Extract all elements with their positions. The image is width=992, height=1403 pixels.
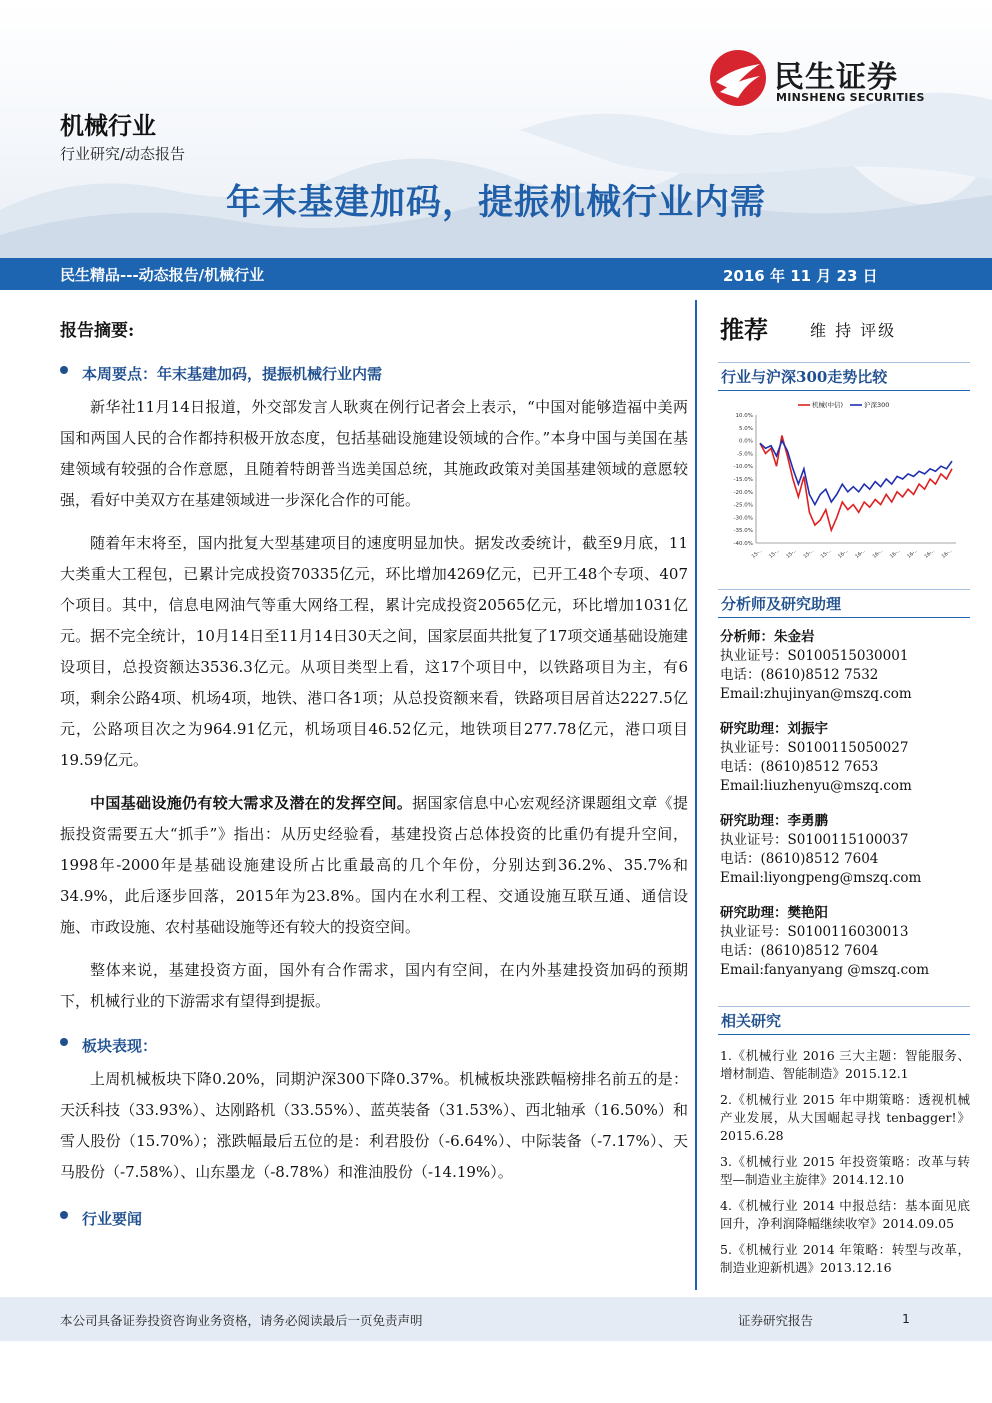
report-title: 年末基建加码，提振机械行业内需 [225,183,766,223]
related-research-item[interactable]: 3.《机械行业 2015 年投资策略：改革与转型—制造业主旋律》2014.12.10 [720,1154,970,1187]
legend-label: 沪深300 [864,401,890,409]
summary-column [60,310,688,1237]
report-header [0,0,992,258]
y-tick-label: -5.0% [737,451,753,458]
section-title: 行业要闻 [60,1208,688,1229]
analyst-phone: 电话：(8610)8512 7604 [720,851,879,867]
x-tick-label: 16-.. [854,547,867,560]
rating-row [718,310,970,344]
x-tick-label: 16-.. [888,547,902,560]
rating-status: 维 持 评级 [810,321,897,340]
section-key-points [60,363,688,1017]
related-research-item[interactable]: 5.《机械行业 2014 年策略：转型与改革，制造业迎新机遇》2013.12.16 [720,1242,970,1275]
report-date: 2016 年 11 月 23 日 [723,267,878,285]
analyst-cert: 执业证号：S0100116030013 [720,924,909,940]
y-tick-label: -25.0% [733,502,753,509]
page-footer [0,1297,992,1341]
section-sector-performance [60,1035,688,1188]
paragraph: 整体来说，基建投资方面，国外有合作需求，国内有空间，在内外基建投资加码的预期下，机械行业的下游需求有望得到提振。 [60,961,688,1010]
analyst-name: 研究助理：刘振宇 [720,721,828,737]
logo-name: 民生证券 [774,60,898,95]
company-logo [708,48,938,108]
analyst-email[interactable]: Email:liyongpeng@mszq.com [720,870,922,886]
analyst-email[interactable]: Email:fanyanyang @mszq.com [720,962,930,978]
analyst-name: 分析师：朱金岩 [720,629,815,645]
x-tick-label: 16-.. [940,547,954,560]
x-tick-label: 15-.. [819,547,833,560]
section-industry-news [60,1208,688,1229]
series-line-machinery [760,436,952,531]
y-tick-label: -10.0% [733,464,753,471]
x-tick-label: 15-.. [767,547,781,560]
y-tick-label: 0.0% [739,438,753,445]
related-research-item[interactable]: 2.《机械行业 2015 年中期策略：透视机械产业发展，从大国崛起寻找 tenbagger!》2015.6.28 [720,1092,970,1143]
bullet-icon [60,1038,68,1046]
x-tick-label: 16-.. [837,547,850,560]
analyst-card [720,812,970,888]
analyst-phone: 电话：(8610)8512 7653 [720,759,879,775]
legend-label: 机械(中信) [812,401,844,409]
footer-disclaimer: 本公司具备证券投资咨询业务资格，请务必阅读最后一页免责声明 [60,1313,423,1328]
paragraph: 新华社11月14日报道，外交部发言人耿爽在例行记者会上表示，“中国对能够造福中美两国和两国人民的合作都持积极开放态度，包括基础设施建设领域的合作。”本身中国与美国在基建领域有较强的合作意愿，且随着特朗普当选美国总统，其施政政策对美国基建领域的意愿较强，看好中美双方在基建领域进一步深化合作的可能。 [60,398,688,509]
sidebar-column [718,310,970,1285]
summary-heading: 报告摘要: [60,321,135,341]
analyst-email[interactable]: Email:zhujinyan@mszq.com [720,686,912,702]
analyst-phone: 电话：(8610)8512 7532 [720,667,879,683]
analyst-cert: 执业证号：S0100115050027 [720,740,909,756]
x-tick-label: 15-.. [750,547,764,560]
logo-english-name: MINSHENG SECURITIES [776,91,925,104]
analyst-card [720,904,970,980]
rating-label: 推荐 [720,316,768,344]
trend-comparison-chart [718,395,970,575]
analyst-name: 研究助理：樊艳阳 [720,905,828,921]
industry-name: 机械行业 [60,112,156,140]
analyst-card [720,628,970,704]
analyst-email[interactable]: Email:liuzhenyu@mszq.com [720,778,912,794]
analyst-card [720,720,970,796]
section-title: 板块表现： [60,1035,688,1056]
y-tick-label: 10.0% [735,413,753,419]
minsheng-logo-icon [708,48,768,108]
related-research-item[interactable]: 1.《机械行业 2016 三大主题：智能服务、增材制造、智能制造》2015.12.1 [720,1048,970,1081]
page-number: 1 [902,1311,910,1326]
analyst-cert: 执业证号：S0100115100037 [720,832,909,848]
y-tick-label: -40.0% [733,541,753,547]
column-divider [695,300,697,1290]
series-line-csi300 [760,441,952,505]
category-band [0,258,992,290]
x-tick-label: 16-.. [923,547,937,560]
band-label: 民生精品---动态报告/机械行业 [60,266,265,284]
y-tick-label: -20.0% [733,489,753,496]
x-tick-label: 16-.. [906,547,919,560]
paragraph: 上周机械板块下降0.20%，同期沪深300下降0.37%。机械板块涨跌幅榜排名前五的是：天沃科技（33.93%）、达刚路机（33.55%）、蓝英装备（31.53%）、西北轴承（16.50%）和雪人股份（15.70%）；涨跌幅最后五位的是：利君股份（-6.64%）、中际装备（-7.17%）、天马股份（-7.58%）、山东墨龙（-8.78%）和淮油股份（-14.19%）。 [60,1070,688,1181]
bullet-icon [60,366,68,374]
analysts-title: 分析师及研究助理 [718,589,970,618]
footer-doc-type: 证券研究报告 [738,1313,814,1328]
x-tick-label: 16-.. [871,547,885,560]
related-research-title: 相关研究 [718,1006,970,1035]
analyst-cert: 执业证号：S0100515030001 [720,648,909,664]
analyst-name: 研究助理：李勇鹏 [720,813,828,829]
x-tick-label: 15-.. [802,547,816,560]
y-tick-label: -35.0% [733,528,753,535]
related-research-item[interactable]: 4.《机械行业 2014 中报总结：基本面见底回升，净利润降幅继续收窄》2014.09.05 [720,1198,970,1231]
paragraph: 随着年末将至，国内批复大型基建项目的速度明显加快。据发改委统计，截至9月底，11大类重大工程包，已累计完成投资70335亿元，环比增加4269亿元，已开工48个专项、407个项目。其中，信息电网油气等重大网络工程，累计完成投资20565亿元，环比增加1031亿元。据不完全统计，10月14日至11月14日30天之间，国家层面共批复了17项交通基础设施建设项目，总投资额达3536.3亿元。从项目类型上看，这17个项目中，以铁路项目为主，有6项，剩余公路4项、机场4项，地铁、港口各1项；从总投资额来看，铁路项目居首达2227.5亿元，公路项目次之为964.91亿元，机场项目46.52亿元，地铁项目277.78亿元，港口项目19.59亿元。 [60,534,688,769]
y-tick-label: -30.0% [733,515,753,522]
report-type: 行业研究/动态报告 [60,145,186,163]
chart-section-title: 行业与沪深300走势比较 [718,362,970,391]
y-tick-label: -15.0% [733,477,753,483]
x-tick-label: 15-.. [785,547,798,560]
bullet-icon [60,1211,68,1219]
section-title: 本周要点：年末基建加码，提振机械行业内需 [60,363,688,384]
analyst-phone: 电话：(8610)8512 7604 [720,943,879,959]
y-tick-label: 5.0% [739,425,753,432]
paragraph: 中国基础设施仍有较大需求及潜在的发挥空间。据国家信息中心宏观经济课题组文章《提振投资需要五大“抓手”》指出：从历史经验看，基建投资占总体投资的比重仍有提升空间，1998年-2000年是基础设施建设所占比重最高的几个年份，分别达到36.2%、35.7%和34.9%，此后逐步回落，2015年为23.8%。国内在水利工程、交通设施互联互通、通信设施、市政设施、农村基础设施等还有较大的投资空间。 [60,794,688,936]
